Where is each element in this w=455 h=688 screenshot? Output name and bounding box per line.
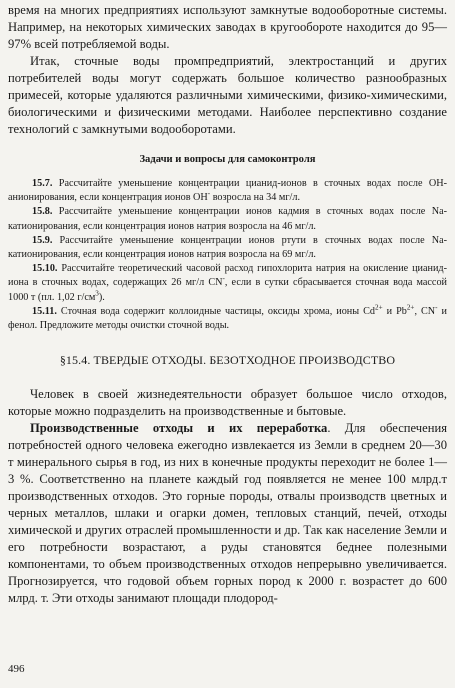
paragraph-continued: время на многих предприятиях используют замкнутые водооборотные системы. Например, на некоторых химических заводах в кругообороте находится до 95—97% всей потребляемой воды. xyxy=(8,3,447,51)
task-15-11: 15.11. Сточная вода содержит коллоидные частицы, оксиды хрома, ионы $Cd^{2+}$ и $Pb^{2+}$, CN- и фенол. Предложите методы очистки сточной воды. xyxy=(8,303,448,332)
page-number: 496 xyxy=(8,663,25,675)
paragraph-summary: Итак, сточные воды промпредприятий, электростанций и других потребителей воды могут содержать большое количество разнообразных примесей, которые удаляются различными химическими, физико-химическими, биологическими и физическими методами. Наиболее перспективно создание технологий с замкнутыми водооборотами. xyxy=(8,54,447,136)
task-15-8: 15.8. Рассчитайте уменьшение концентрации ионов кадмия в сточных водах после Na-катионирования, если концентрация ионов натрия возросла на 46 мг/л. xyxy=(8,206,447,232)
task-15-9: 15.9. Рассчитайте уменьшение концентрации ионов ртути в сточных водах после Na-катионирования, если концентрация ионов натрия возросла на 69 мг/л. xyxy=(8,234,447,261)
tasks-list xyxy=(8,177,447,333)
paragraph-production-waste: Производственные отходы и их переработка. Для обеспечения потребностей одного человека ежегодно извлекается из Земли в среднем 20—30 т минерального сырья в год, из них в конечные продукты переходит не более 1—3 %. Соответственно на планете каждый год появляется не менее 100 млрд.т производственных отходов. Это горные породы, отвалы производств цветных и черных металлов, шлаки и огарки домен, тепловых станций, печей, отходы химической и других отраслей промышленности и др. Так как население Земли и его потребности возрастают, а руды становятся беднее полезными компонентами, то объем производственных отходов непрерывно увеличивается. Прогнозируется, что годовой объем горных пород к 2000 г. возрастет до 600 млрд. т. Эти отходы занимают площади плодород- xyxy=(8,421,447,606)
section-heading: §15.4. ТВЕРДЫЕ ОТХОДЫ. БЕЗОТХОДНОЕ ПРОИЗВОДСТВО xyxy=(59,353,396,368)
tasks-heading: Задачи и вопросы для самоконтроля xyxy=(139,154,316,165)
paragraph-section-intro: Человек в своей жизнедеятельности образует большое число отходов, которые можно подразделить на производственные и бытовые. xyxy=(8,387,447,419)
task-15-10: 15.10. Рассчитайте теоретический часовой расход гипохлорита натрия на окисление цианид-иона в сточных водах, содержащих 26 мг/л CN-, если в сутки сбрасывается сточная вода массой 1000 т (пл. 1,02 $г/см^3$). xyxy=(8,263,447,303)
task-15-7: 15.7. Рассчитайте уменьшение концентрации цианид-ионов в сточных водах после ОН-анионирования, если концентрация ионов ОН- возросла на 34 мг/л. xyxy=(8,178,448,204)
production-waste-heading: Производственные отходы и их переработка xyxy=(30,421,328,436)
